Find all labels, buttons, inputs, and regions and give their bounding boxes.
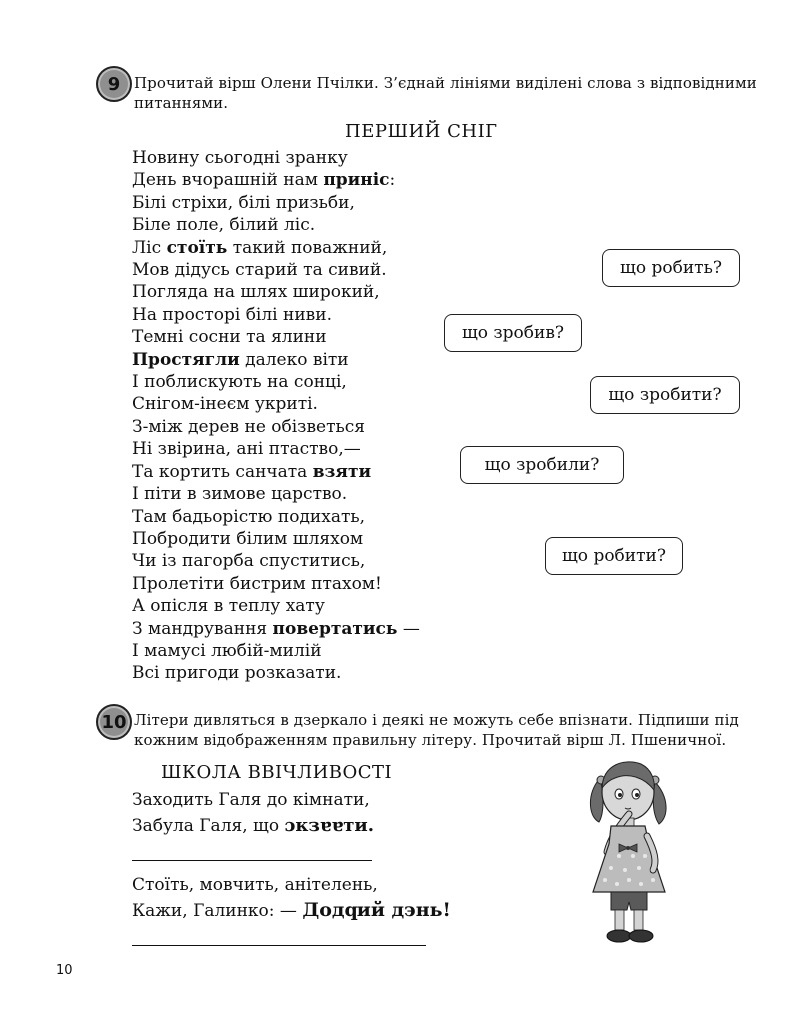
page-number: 10 (56, 963, 73, 978)
poem-1-line (132, 304, 420, 326)
poem-1-line (132, 393, 420, 415)
task-10-instruction (134, 710, 739, 750)
task-9-number-badge (96, 66, 132, 102)
question-bubble[interactable] (444, 314, 582, 352)
poem-1-line-text: Та кортить санчата (132, 461, 313, 482)
task-10-number: 10 (101, 711, 127, 733)
poem-1-line (132, 169, 420, 191)
poem-1-line-text: Побродити білим шляхом (132, 528, 364, 549)
poem-1-line (132, 483, 420, 505)
poem-1-line-text: Пролетіти бистрим птахом! (132, 573, 382, 594)
poem-2-title: ШКОЛА ВВІЧЛИВОСТІ (161, 762, 393, 783)
question-bubble[interactable] (545, 537, 683, 575)
poem-1-line-text: такий поважний, (227, 237, 388, 258)
answer-line-1[interactable] (132, 860, 372, 861)
poem-2-line-4 (132, 899, 451, 922)
task-9-instruction (134, 73, 757, 113)
highlighted-word[interactable]: стоїть (166, 237, 228, 258)
poem-1-line (132, 214, 420, 236)
poem-1-line (132, 192, 420, 214)
highlighted-word[interactable]: Простягли (132, 349, 240, 370)
poem-1-line-text: Там бадьорістю подихать, (132, 506, 366, 527)
question-text: що робити? (562, 546, 666, 566)
poem-1-line-text: І поблискують на сонці, (132, 372, 347, 393)
poem-1-line-text: Білі стріхи, білі призьби, (132, 192, 355, 213)
poem-2-line-2-text: Забула Галя, що (132, 816, 285, 836)
poem-1-line-text: Темні сосни та ялини (132, 327, 327, 348)
poem-2-line-4-text: Кажи, Галинко: — (132, 901, 303, 921)
question-bubble[interactable] (460, 446, 624, 484)
question-text: що зробити? (608, 385, 722, 405)
girl-illustration (585, 752, 675, 952)
poem-1-line (132, 662, 420, 684)
poem-1-line (132, 281, 420, 303)
mirrored-word: Додԛий дэнь! (302, 899, 451, 921)
poem-1-line-text: Мов дідусь старий та сивий. (132, 260, 387, 281)
answer-line-2[interactable] (132, 945, 426, 946)
poem-1-title: ПЕРШИЙ СНІГ (345, 121, 498, 142)
poem-1-line-text: З мандрування (132, 618, 273, 639)
question-text: що зробив? (461, 323, 565, 343)
highlighted-word[interactable]: приніс (323, 170, 390, 191)
highlighted-word[interactable]: повертатись (272, 618, 398, 639)
poem-2-line-2 (132, 815, 374, 837)
poem-1-line-text: Біле поле, білий ліс. (132, 215, 316, 236)
poem-1-line-text: Снігом-інеєм укриті. (132, 394, 318, 415)
poem-1-line-text: І мамусі любій-милій (132, 640, 322, 661)
poem-1-line-text: Ні звірина, ані птаство,— (132, 439, 361, 460)
question-text: що робить? (620, 258, 722, 278)
task-9-number: 9 (107, 73, 121, 95)
poem-1-line (132, 595, 420, 617)
highlighted-word[interactable]: взяти (312, 461, 372, 482)
poem-1-line-text: А опісля в теплу хату (132, 596, 325, 617)
poem-1-line (132, 371, 420, 393)
poem-1-line (132, 640, 420, 662)
poem-1-line-text: Всі пригоди розказати. (132, 663, 342, 684)
question-bubble[interactable] (590, 376, 740, 414)
poem-1-line (132, 528, 420, 550)
poem-1-line-text: І піти в зимове царство. (132, 484, 348, 505)
poem-1-line (132, 438, 420, 460)
poem-1-line (132, 349, 420, 371)
poem-1-line-text: На просторі білі ниви. (132, 304, 332, 325)
poem-1-line-text: Чи із пагорба спуститись, (132, 551, 366, 572)
mirrored-word: ɔкзɐɐти. (284, 815, 375, 836)
poem-1-line (132, 573, 420, 595)
poem-1-line (132, 416, 420, 438)
poem-1-line (132, 326, 420, 348)
poem-1-line (132, 618, 420, 640)
poem-1-line (132, 147, 420, 169)
question-bubble[interactable] (602, 249, 740, 287)
poem-1-line (132, 506, 420, 528)
poem-1-body (132, 147, 420, 685)
poem-1-line-text: далеко віти (239, 349, 349, 370)
poem-1-line-text: Погляда на шлях широкий, (132, 282, 380, 303)
poem-1-line (132, 550, 420, 572)
task-10-number-badge (96, 704, 132, 740)
poem-1-line (132, 461, 420, 483)
poem-2-line-3: Стоїть, мовчить, анітелень, (132, 875, 378, 895)
poem-1-line-text: Ліс (132, 237, 167, 258)
poem-1-line-text: — (397, 618, 420, 639)
poem-1-line-text: : (389, 170, 396, 191)
poem-1-line-text: З-між дерев не обізветься (132, 416, 365, 437)
poem-1-line (132, 237, 420, 259)
poem-1-line (132, 259, 420, 281)
task-9-instruction-line2: питаннями. (134, 94, 229, 112)
task-9-instruction-line1: Прочитай вірш Олени Пчілки. З’єднай лініями виділені слова з відповідними (134, 74, 757, 92)
task-10-instruction-line2: кожним відображенням правильну літеру. Прочитай вірш Л. Пшеничної. (134, 731, 727, 749)
poem-1-line-text: Новину сьогодні зранку (132, 148, 348, 168)
poem-2-line-1: Заходить Галя до кімнати, (132, 790, 370, 810)
poem-1-line-text: День вчорашній нам (132, 170, 324, 191)
question-text: що зробили? (484, 455, 600, 475)
task-10-instruction-line1: Літери дивляться в дзеркало і деякі не можуть себе впізнати. Підпиши під (134, 711, 739, 729)
